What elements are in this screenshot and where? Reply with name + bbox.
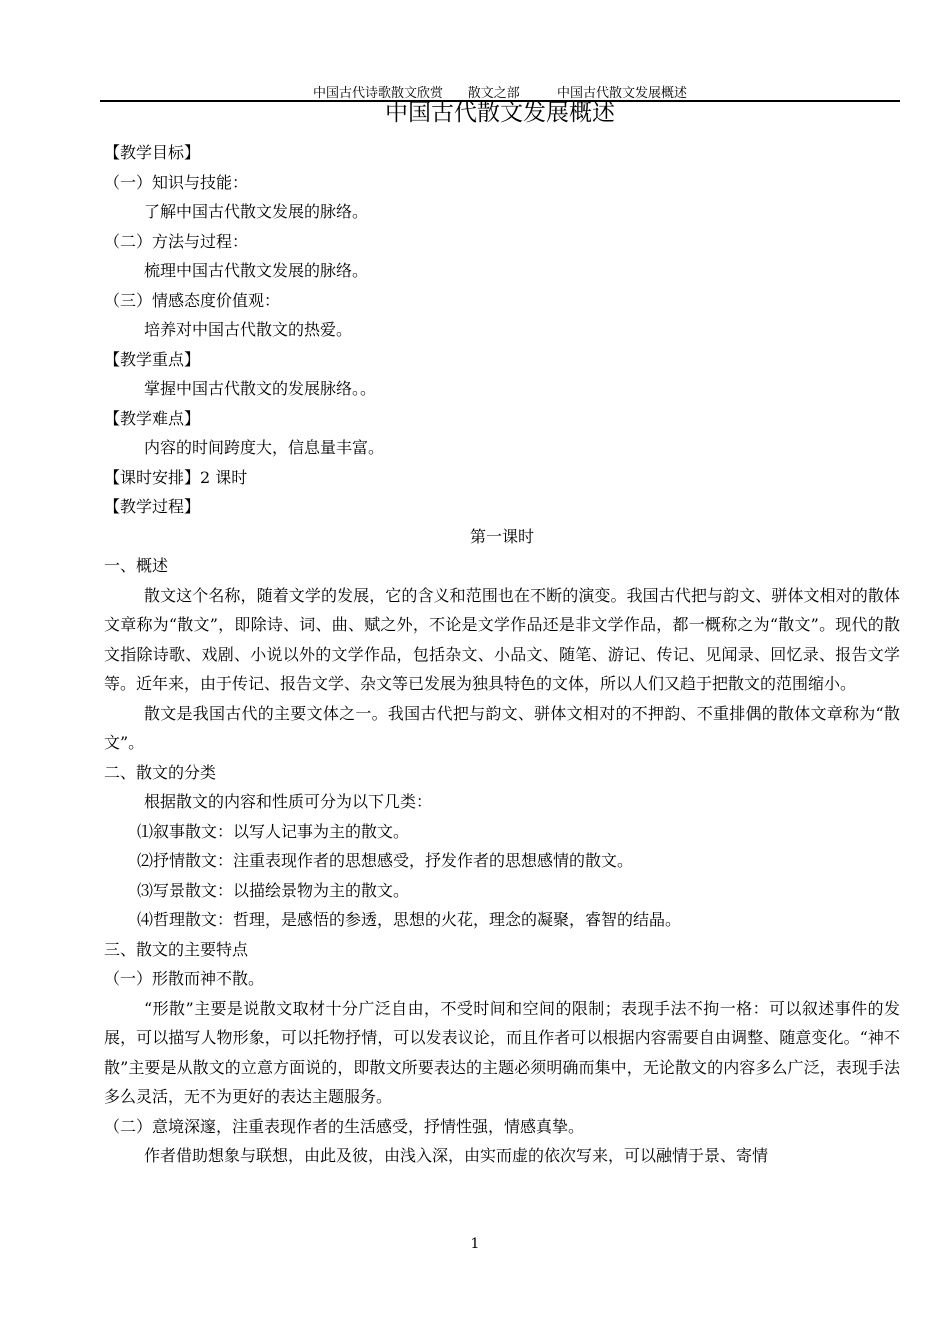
document-body bbox=[104, 138, 900, 1171]
feature1-paragraph: “形散”主要是说散文取材十分广泛自由，不受时间和空间的限制；表现手法不拘一格：可以叙述事件的发展，可以描写人物形象，可以托物抒情，可以发表议论，而且作者可以根据内容需要自由调整、随意变化。“神不散”主要是从散文的立意方面说的，即散文所要表达的主题必须明确而集中，无论散文的内容多么广泛，表现手法多么灵活，无不为更好的表达主题服务。 bbox=[104, 998, 900, 1106]
process-heading: 【教学过程】 bbox=[104, 497, 201, 516]
schedule-line: 【课时安排】2 课时 bbox=[104, 467, 248, 487]
classification-heading: 二、散文的分类 bbox=[104, 762, 217, 782]
overview-heading: 一、概述 bbox=[104, 556, 169, 575]
feature2-heading: （二）意境深邃，注重表现作者的生活感受，抒情性强，情感真挚。 bbox=[104, 1116, 585, 1136]
lesson-heading: 第一课时 bbox=[469, 526, 534, 546]
page-title: 中国古代散文发展概述 bbox=[385, 100, 615, 126]
classification-item: ⑵抒情散文：注重表现作者的思想感受，抒发作者的思想感情的散文。 bbox=[137, 851, 634, 870]
goals-item2-label: （二）方法与过程： bbox=[104, 231, 249, 251]
difficulties-text: 内容的时间跨度大，信息量丰富。 bbox=[144, 438, 385, 457]
classification-item: ⑴叙事散文：以写人记事为主的散文。 bbox=[137, 821, 410, 841]
difficulties-heading: 【教学难点】 bbox=[104, 408, 201, 428]
goals-item3-text: 培养对中国古代散文的热爱。 bbox=[144, 320, 353, 339]
key-points-heading: 【教学重点】 bbox=[104, 349, 201, 369]
goals-item2-text: 梳理中国古代散文发展的脉络。 bbox=[144, 261, 369, 280]
overview-paragraph-2: 散文是我国古代的主要文体之一。我国古代把与韵文、骈体文相对的不押韵、不重排偶的散体文章称为“散文”。 bbox=[104, 703, 900, 752]
classification-item: ⑶写景散文：以描绘景物为主的散文。 bbox=[137, 880, 410, 900]
running-header: 中国古代诗歌散文欣赏 散文之部 中国古代散文发展概述 bbox=[313, 86, 687, 101]
key-points-text: 掌握中国古代散文的发展脉络。。 bbox=[144, 379, 377, 398]
goals-item1-label: （一）知识与技能： bbox=[104, 172, 249, 192]
goals-item1-text: 了解中国古代散文发展的脉络。 bbox=[144, 202, 369, 221]
features-heading: 三、散文的主要特点 bbox=[104, 939, 249, 959]
feature2-paragraph: 作者借助想象与联想，由此及彼，由浅入深，由实而虚的依次写来，可以融情于景、寄情 bbox=[144, 1146, 769, 1165]
classification-item: ⑷哲理散文：哲理，是感悟的参透，思想的火花，理念的凝聚，睿智的结晶。 bbox=[137, 910, 682, 929]
feature1-heading: （一）形散而神不散。 bbox=[104, 969, 265, 988]
page-number: 1 bbox=[470, 1236, 480, 1252]
goals-item3-label: （三）情感态度价值观： bbox=[104, 290, 281, 310]
classification-intro: 根据散文的内容和性质可分为以下几类： bbox=[144, 792, 433, 811]
overview-paragraph-1: 散文这个名称，随着文学的发展，它的含义和范围也在不断的演变。我国古代把与韵文、骈体文相对的散体文章称为“散文”，即除诗、词、曲、赋之外，不论是文学作品还是非文学作品，都一概称之为“散文”。现代的散文指除诗歌、戏剧、小说以外的文学作品，包括杂文、小品文、随笔、游记、传记、见闻录、回忆录、报告文学等。近年来，由于传记、报告文学、杂文等已发展为独具特色的文体，所以人们又趋于把散文的范围缩小。 bbox=[104, 585, 900, 693]
goals-heading: 【教学目标】 bbox=[104, 143, 201, 162]
